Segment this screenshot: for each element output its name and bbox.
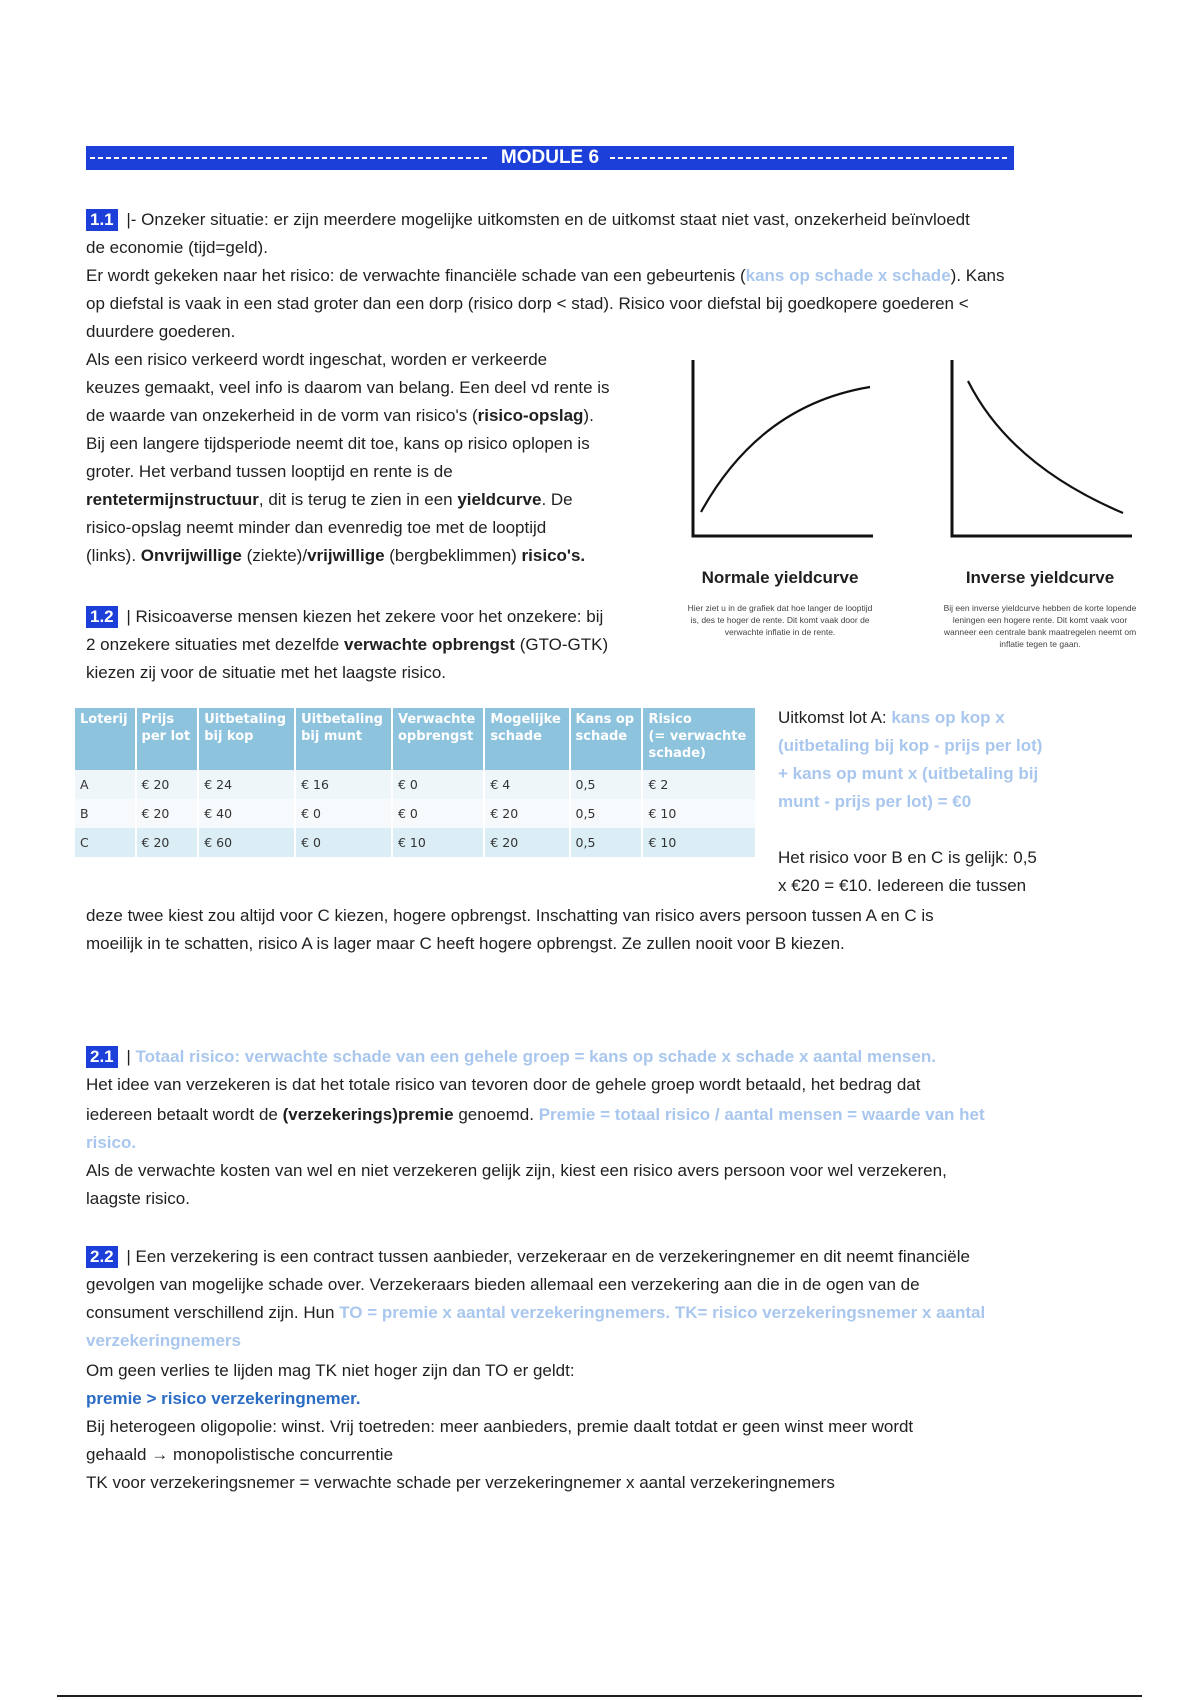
s11-col-line1: Als een risico verkeerd wordt ingeschat, worden er verkeerde — [86, 350, 548, 369]
th-uitbetaling-kop: Uitbetaling bij kop — [198, 708, 295, 770]
section-tag-2-1: 2.1 — [86, 1046, 118, 1068]
s12-line1: 1.2 | Risicoaverse mensen kiezen het zekere voor het onzekere: bij — [86, 603, 603, 631]
th-risico: Risico (= verwachte schade) — [642, 708, 756, 770]
inverse-yieldcurve-caption: Bij een inverse yieldcurve hebben de korte lopende leningen een hogere rente. Dit komt vaak voor wanneer een centrale bank maatregelen neemt om inflatie tegen te gaan. — [943, 603, 1137, 649]
s11-line3: Er wordt gekeken naar het risico: de verwachte financiële schade van een gebeurtenis (kans op schade x schade). Kans — [86, 266, 1005, 285]
s11-col-line2: keuzes gemaakt, veel info is daarom van belang. Een deel vd rente is — [86, 378, 610, 397]
inverse-axes — [952, 360, 1132, 536]
normal-yieldcurve-title: Normale yieldcurve — [701, 568, 859, 587]
normal-axes — [693, 360, 873, 536]
s11-col-line4: Bij een langere tijdsperiode neemt dit toe, kans op risico oplopen is — [86, 434, 590, 453]
inverse-yieldcurve-title: Inverse yieldcurve — [965, 568, 1115, 587]
section-tag-2-2: 2.2 — [86, 1246, 118, 1268]
s22-line2: gevolgen van mogelijke schade over. Verzekeraars bieden allemaal een verzekering aan die in de ogen van de — [86, 1275, 920, 1294]
side-line5: Het risico voor B en C is gelijk: 0,5 — [778, 848, 1037, 867]
s11-col-line5: groter. Het verband tussen looptijd en rente is de — [86, 462, 453, 481]
s22-line5: Om geen verlies te lijden mag TK niet hoger zijn dan TO er geldt: — [86, 1361, 575, 1380]
s11-col-line7: risico-opslag neemt minder dan evenredig toe met de looptijd — [86, 518, 547, 537]
s21-line6: laagste risico. — [86, 1189, 190, 1208]
s22-line3: consument verschillend zijn. Hun TO = premie x aantal verzekeringnemers. TK= risico verzekeringsnemer x aantal — [86, 1303, 986, 1322]
side-line2: (uitbetaling bij kop - prijs per lot) — [778, 736, 1043, 755]
side-line3: + kans op munt x (uitbetaling bij — [778, 764, 1039, 783]
footer-divider — [57, 1695, 1142, 1697]
s11-col-line6: rentetermijnstructuur, dit is terug te zien in een yieldcurve. De — [86, 490, 573, 509]
side-line6: x €20 = €10. Iedereen die tussen — [778, 876, 1027, 895]
s21-line2: Het idee van verzekeren is dat het totale risico van tevoren door de gehele groep wordt betaald, het bedrag dat — [86, 1075, 921, 1094]
s21-line4: risico. — [86, 1133, 137, 1152]
s12-line2: 2 onzekere situaties met dezelfde verwachte opbrengst (GTO-GTK) — [86, 635, 609, 654]
s11-col-line8: (links). Onvrijwillige (ziekte)/vrijwillige (bergbeklimmen) risico's. — [86, 546, 586, 565]
after-table-line1: deze twee kiest zou altijd voor C kiezen, hogere opbrengst. Inschatting van risico avers persoon tussen A en C is — [86, 906, 934, 925]
after-table-line2: moeilijk in te schatten, risico A is lager maar C heeft hogere opbrengst. Ze zullen nooit voor B kiezen. — [86, 934, 845, 953]
s22-line1: 2.2 | Een verzekering is een contract tussen aanbieder, verzekeraar en de verzekeringnemer en dit neemt financiële — [86, 1243, 970, 1271]
table-row: C € 20 € 60 € 0 € 10 € 20 0,5 € 10 — [75, 828, 756, 857]
th-verwachte-opbrengst: Verwachte opbrengst — [392, 708, 484, 770]
table-row: B € 20 € 40 € 0 € 0 € 20 0,5 € 10 — [75, 799, 756, 828]
s22-line6: premie > risico verzekeringnemer. — [86, 1389, 361, 1408]
s12-line3: kiezen zij voor de situatie met het laagste risico. — [86, 663, 447, 682]
s21-line3: iedereen betaalt wordt de (verzekerings)premie genoemd. Premie = totaal risico / aantal mensen = waarde van het — [86, 1105, 985, 1124]
lottery-table — [75, 708, 757, 857]
th-prijs: Prijs per lot — [136, 708, 199, 770]
s22-line9: TK voor verzekeringsnemer = verwachte schade per verzekeringnemer x aantal verzekeringnemers — [86, 1473, 835, 1492]
s11-col-line3: de waarde van onzekerheid in de vorm van risico's (risico-opslag). — [86, 406, 594, 425]
section-tag-1-2: 1.2 — [86, 606, 118, 628]
table-row: A € 20 € 24 € 16 € 0 € 4 0,5 € 2 — [75, 770, 756, 799]
s22-line8: gehaald → monopolistische concurrentie — [86, 1445, 394, 1464]
module-banner — [86, 146, 1014, 170]
s22-line7: Bij heterogeen oligopolie: winst. Vrij toetreden: meer aanbieders, premie daalt totdat er geen winst meer wordt — [86, 1417, 914, 1436]
side-line1: Uitkomst lot A: kans op kop x — [778, 708, 1005, 727]
module-title: MODULE 6 — [500, 147, 600, 168]
th-kans-op-schade: Kans op schade — [570, 708, 643, 770]
s11-line2: de economie (tijd=geld). — [86, 238, 268, 257]
th-mogelijke-schade: Mogelijke schade — [484, 708, 569, 770]
s11-line1: 1.1 |- Onzeker situatie: er zijn meerdere mogelijke uitkomsten en de uitkomst staat niet vast, onzekerheid beïnvloedt — [86, 206, 970, 234]
th-uitbetaling-munt: Uitbetaling bij munt — [295, 708, 392, 770]
th-loterij: Loterij — [75, 708, 136, 770]
s21-line5: Als de verwachte kosten van wel en niet verzekeren gelijk zijn, kiest een risico avers persoon voor wel verzekeren, — [86, 1161, 947, 1180]
side-line4: munt - prijs per lot) = €0 — [778, 792, 972, 811]
inverse-yieldcurve-graph — [940, 355, 1140, 543]
s21-line1: 2.1 | Totaal risico: verwachte schade van een gehele groep = kans op schade x schade x aantal mensen. — [86, 1043, 936, 1071]
section-tag-1-1: 1.1 — [86, 209, 118, 231]
s11-line5: duurdere goederen. — [86, 322, 236, 341]
normal-curve — [701, 387, 870, 512]
inverse-curve — [968, 381, 1123, 513]
s22-line4: verzekeringnemers — [86, 1331, 241, 1350]
normal-yieldcurve-graph — [680, 355, 880, 543]
s11-line4: op diefstal is vaak in een stad groter dan een dorp (risico dorp < stad). Risico voor diefstal bij goedkopere goederen < — [86, 294, 969, 313]
table-header-row — [75, 708, 756, 770]
normal-yieldcurve-caption: Hier ziet u in de grafiek dat hoe langer de looptijd is, des te hoger de rente. Dit komt vaak door de verwachte inflatie in de rente. — [687, 603, 873, 637]
